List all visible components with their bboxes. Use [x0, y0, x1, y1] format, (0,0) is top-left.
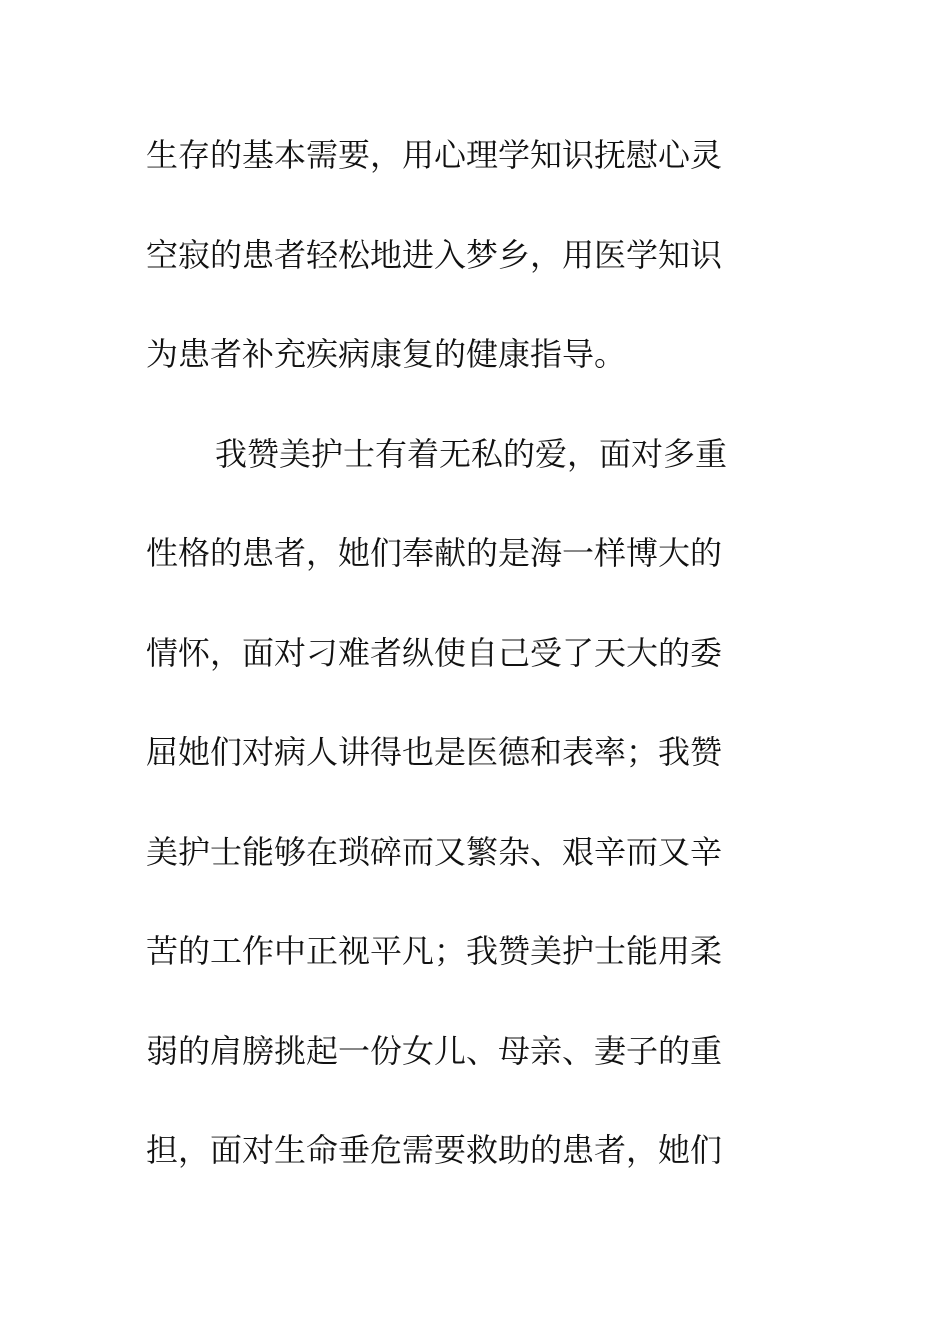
- text-line: 空寂的患者轻松地进入梦乡，用医学知识: [146, 235, 723, 274]
- text-line: 性格的患者，她们奉献的是海一样博大的: [146, 534, 723, 572]
- text-line: 担，面对生命垂危需要救助的患者，她们: [146, 1131, 723, 1169]
- text-line: 屈她们对病人讲得也是医德和表率；我赞: [146, 733, 723, 771]
- text-line: 美护士能够在琐碎而又繁杂、艰辛而又辛: [146, 832, 723, 871]
- body-text: [146, 125, 806, 1220]
- text-line: 为患者补充疾病康复的健康指导。: [146, 335, 627, 373]
- paragraph-first-line: 我赞美护士有着无私的爱，面对多重: [215, 434, 728, 473]
- text-line: 弱的肩膀挑起一份女儿、母亲、妻子的重: [146, 1031, 723, 1070]
- text-line: 生存的基本需要，用心理学知识抚慰心灵: [146, 136, 723, 174]
- text-line: 情怀，面对刁难者纵使自己受了天大的委: [146, 633, 723, 672]
- text-line: 苦的工作中正视平凡；我赞美护士能用柔: [146, 932, 723, 970]
